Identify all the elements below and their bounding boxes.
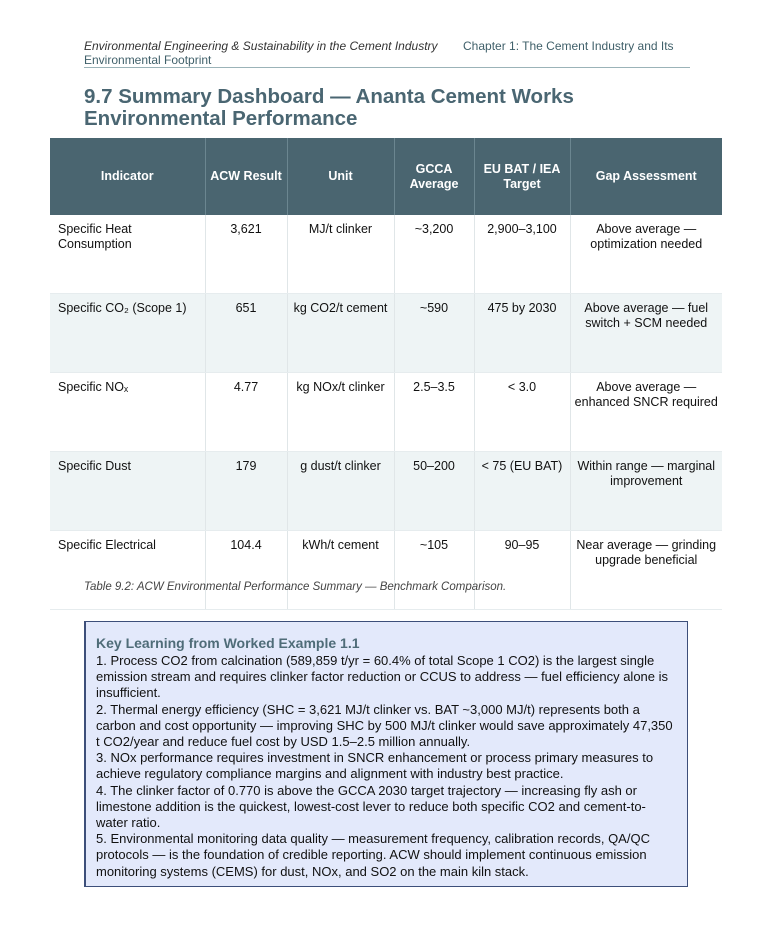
cell-gcca-average: ~3,200 xyxy=(394,215,474,294)
key-learning-title: Key Learning from Worked Example 1.1 xyxy=(96,635,360,651)
cell-gap-assessment: Above average — optimization needed xyxy=(570,215,722,294)
header-gcca-average: GCCA Average xyxy=(394,138,474,215)
cell-unit: kg CO2/t cement xyxy=(287,294,394,373)
performance-summary-table xyxy=(50,138,722,610)
cell-acw-result: 4.77 xyxy=(205,373,287,452)
header-chapter-title: Chapter 1: The Cement Industry and Its xyxy=(463,39,674,53)
cell-gap-assessment: Above average — fuel switch + SCM needed xyxy=(570,294,722,373)
key-learning-box xyxy=(84,621,688,887)
key-learning-point: 3. NOx performance requires investment in SNCR enhancement or process primary measures to achieve regulatory compliance margins and alignment with industry best practice. xyxy=(96,750,654,782)
cell-indicator: Specific NOₓ xyxy=(50,373,205,452)
table-header-row xyxy=(50,138,722,215)
cell-indicator: Specific CO₂ (Scope 1) xyxy=(50,294,205,373)
cell-target: < 3.0 xyxy=(474,373,570,452)
header-gap-assessment: Gap Assessment xyxy=(570,138,722,215)
cell-gap-assessment: Near average — grinding upgrade beneficial xyxy=(570,531,722,610)
table-caption: Table 9.2: ACW Environmental Performance Summary — Benchmark Comparison. xyxy=(84,581,507,593)
cell-unit: kg NOx/t clinker xyxy=(287,373,394,452)
running-header xyxy=(84,39,690,68)
table-row xyxy=(50,531,722,610)
cell-gcca-average: ~105 xyxy=(394,531,474,610)
header-acw-result: ACW Result xyxy=(205,138,287,215)
cell-acw-result: 3,621 xyxy=(205,215,287,294)
header-chapter-subtitle: Environmental Footprint xyxy=(84,53,212,67)
cell-indicator: Specific Heat Consumption xyxy=(50,215,205,294)
cell-acw-result: 651 xyxy=(205,294,287,373)
cell-target: 90–95 xyxy=(474,531,570,610)
key-learning-point: 5. Environmental monitoring data quality — measurement frequency, calibration records, QA/QC protocols — is the foundation of credible reporting. ACW should implement continuous emission monitoring systems (CEMS) for dust, NOx, and SO2 on the main kiln stack. xyxy=(96,831,650,879)
header-book-title: Environmental Engineering & Sustainability in the Cement Industry xyxy=(84,39,438,53)
cell-unit: MJ/t clinker xyxy=(287,215,394,294)
cell-acw-result: 179 xyxy=(205,452,287,531)
cell-target: 2,900–3,100 xyxy=(474,215,570,294)
cell-indicator: Specific Electrical xyxy=(50,531,205,610)
cell-target: 475 by 2030 xyxy=(474,294,570,373)
cell-gap-assessment: Within range — marginal improvement xyxy=(570,452,722,531)
cell-acw-result: 104.4 xyxy=(205,531,287,610)
cell-target: < 75 (EU BAT) xyxy=(474,452,570,531)
table-row xyxy=(50,452,722,531)
header-indicator: Indicator xyxy=(50,138,205,215)
cell-unit: kWh/t cement xyxy=(287,531,394,610)
table-row xyxy=(50,294,722,373)
cell-unit: g dust/t clinker xyxy=(287,452,394,531)
section-title: 9.7 Summary Dashboard — Ananta Cement Works Environmental Performance xyxy=(84,85,574,130)
cell-gcca-average: 50–200 xyxy=(394,452,474,531)
cell-indicator: Specific Dust xyxy=(50,452,205,531)
cell-gap-assessment: Above average — enhanced SNCR required xyxy=(570,373,722,452)
key-learning-point: 1. Process CO2 from calcination (589,859 t/yr = 60.4% of total Scope 1 CO2) is the largest single emission stream and requires clinker factor reduction or CCUS to address — fuel efficiency alone is insufficient. xyxy=(96,653,669,701)
table-row xyxy=(50,215,722,294)
header-unit: Unit xyxy=(287,138,394,215)
cell-gcca-average: 2.5–3.5 xyxy=(394,373,474,452)
table-row xyxy=(50,373,722,452)
cell-gcca-average: ~590 xyxy=(394,294,474,373)
header-target: EU BAT / IEA Target xyxy=(474,138,570,215)
key-learning-point: 2. Thermal energy efficiency (SHC = 3,621 MJ/t clinker vs. BAT ~3,000 MJ/t) represents both a carbon and cost opportunity — improving SHC by 500 MJ/t clinker would save approximately 47,350 t CO2/year and reduce fuel cost by USD 1.5–2.5 million annually. xyxy=(96,701,673,750)
key-learning-point: 4. The clinker factor of 0.770 is above the GCCA 2030 target trajectory — increasing fly ash or limestone addition is the quickest, lowest-cost lever to reduce both specific CO2 and cement-to-water ratio. xyxy=(96,782,646,831)
